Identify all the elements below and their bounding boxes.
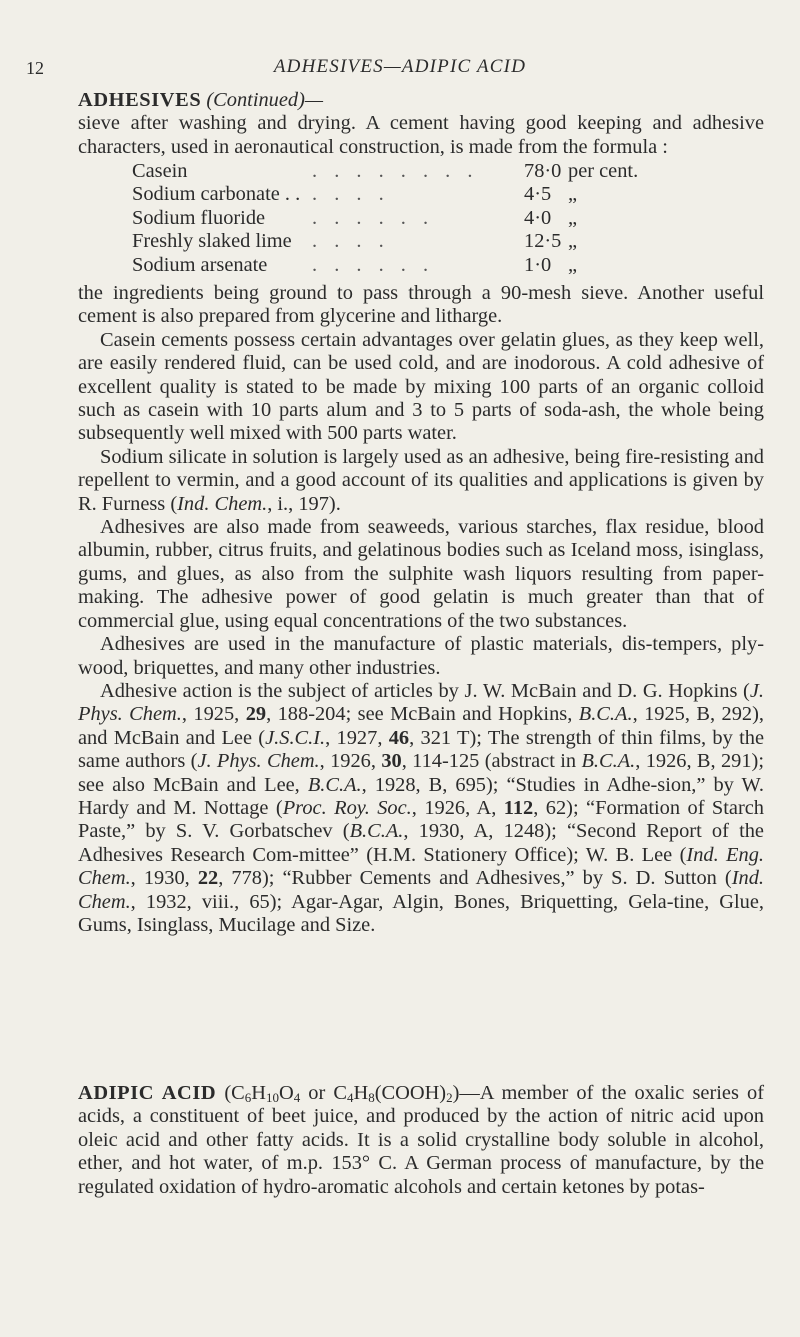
- reference-segment: B.C.A.: [581, 750, 636, 773]
- reference-segment: Proc. Roy. Soc.: [282, 796, 412, 819]
- reference-segment: , 1926,: [319, 750, 382, 773]
- page-number: 12: [26, 58, 44, 78]
- p3-text-c: , i., 197).: [267, 492, 341, 515]
- adipic-acid-entry: [78, 1082, 764, 1199]
- ingredient-percent: 78·0: [524, 160, 562, 182]
- formula-row: [132, 254, 692, 277]
- reference-segment: J.S.C.I.: [265, 726, 326, 749]
- reference-segment: 29: [245, 703, 267, 726]
- ingredient-name: Casein: [132, 160, 188, 182]
- intro-text: sieve after washing and drying. A cement having good keeping and adhesive characters, used in aeronautical construction, is made from the formula :: [78, 112, 764, 158]
- percent-unit: „: [568, 183, 578, 206]
- percent-unit: „: [568, 206, 578, 229]
- leader-dots: . . . . . .: [312, 206, 435, 229]
- reference-segment: , 1926, B, 291); see also McBain and Lee,: [78, 750, 765, 796]
- paragraph-references: [78, 680, 764, 937]
- reference-segment: , 1930,: [130, 867, 198, 890]
- adhesives-body: [78, 282, 764, 937]
- reference-segment: J. Phys. Chem.: [197, 750, 320, 773]
- ingredient-percent: 1·0: [524, 253, 552, 276]
- percent-unit: „: [568, 230, 578, 253]
- p3-citation: Ind. Chem.: [177, 492, 268, 515]
- reference-segment: , 188-204; see McBain and Hopkins,: [266, 703, 579, 726]
- ingredient-name: Freshly slaked lime: [132, 230, 292, 253]
- reference-segment: Adhesive action is the subject of articles by J. W. McBain and D. G. Hopkins (: [100, 679, 750, 702]
- formula-row: [132, 183, 692, 206]
- reference-segment: , 778); “Rubber Cements and Adhesives,” by S. D. Sutton (: [218, 867, 732, 890]
- formula-row: [132, 207, 692, 230]
- paragraph-casein: Casein cements possess certain advantages over gelatin glues, as they keep well, are easily rendered fluid, can be used cold, and are inodorous. A cold adhesive of excellent quality is stated to be made by mixing 100 parts of an organic colloid such as casein with 10 parts alum and 3 to 5 parts of soda-ash, the whole being subsequently well mixed with 500 parts water.: [78, 328, 764, 445]
- leader-dots: . . . .: [312, 183, 390, 206]
- p3-text-a: Sodium silicate in solution is largely used as an adhesive, being fire-resisting and repellent to vermin, and a good account of its qualities and applications is given by R. Furness (: [78, 445, 764, 515]
- reference-segment: 30: [381, 750, 402, 773]
- reference-segment: , 1932, viii., 65); Agar-Agar, Algin, Bones, Briquetting, Gela-tine, Glue, Gums, Isinglass, Mucilage and Size.: [78, 890, 764, 936]
- ingredient-name: Sodium carbonate . .: [132, 183, 301, 206]
- reference-segment: J. Phys. Chem.: [78, 679, 764, 726]
- continued-label: (Continued)—: [206, 89, 324, 111]
- ingredient-name: Sodium fluoride: [132, 206, 266, 229]
- reference-segment: 112: [503, 796, 534, 819]
- formula-row: [132, 160, 692, 183]
- reference-segment: , 62); “Formation of Starch Paste,” by S. V. Gorbatschev (: [78, 796, 765, 843]
- reference-segment: , 1927,: [325, 726, 389, 749]
- paragraph-sources: Adhesives are also made from seaweeds, various starches, flax residue, blood albumin, rubber, citrus fruits, and gelatinous bodies such as Iceland moss, isinglass, gums, and glues, as also from the sulphite wash liquors resulting from paper-making. The adhesive power of good gelatin is much greater than that of commercial glue, using equal concentrations of the two substances.: [78, 516, 764, 632]
- paragraph-sodium-silicate: [78, 446, 764, 516]
- reference-segment: , 114-125 (abstract in: [401, 750, 582, 773]
- reference-segment: Ind. Eng. Chem.: [78, 843, 764, 890]
- running-title: ADHESIVES—ADIPIC ACID: [273, 56, 527, 77]
- reference-segment: , 1925, B, 292), and McBain and Lee (: [78, 703, 764, 749]
- leader-dots: . . . .: [312, 230, 390, 253]
- percent-unit: per cent.: [568, 160, 639, 182]
- adipic-formula: ($C_6H_{10}O_4$ or $C_4H_8(COOH)_2)—$: [224, 1082, 480, 1105]
- reference-segment: B.C.A.: [349, 820, 404, 843]
- reference-segment: B.C.A.: [578, 703, 633, 726]
- entry-heading-adipic-acid: ADIPIC ACID: [78, 1082, 217, 1104]
- leader-dots: . . . . . . . .: [312, 160, 479, 182]
- adipic-description: A member of the oxalic series of acids, a constituent of beet juice, and produced by the action of nitric acid upon oleic acid and other fatty acids. It is a solid crystalline body soluble in alcohol, ether, and hot water, of m.p. 153° C. A German process of manufacture, by the regulated oxidation of hydro-aromatic alcohols and certain ketones by potas-: [78, 1082, 764, 1198]
- leader-dots: . . . . . .: [312, 253, 435, 276]
- adhesives-intro: [78, 89, 764, 159]
- paragraph-ingredients: the ingredients being ground to pass through a 90-mesh sieve. Another useful cement is also prepared from glycerine and litharge.: [78, 282, 764, 328]
- ingredient-name: Sodium arsenate: [132, 253, 268, 276]
- paragraph-uses: Adhesives are used in the manufacture of plastic materials, dis-tempers, ply-wood, briquettes, and many other industries.: [78, 633, 764, 679]
- reference-segment: , 1928, B, 695); “Studies in Adhe-sion,” by W. Hardy and M. Nottage (: [78, 773, 764, 819]
- ingredient-percent: 4·5: [524, 183, 552, 206]
- reference-segment: , 1925,: [181, 703, 246, 726]
- ingredient-percent: 12·5: [524, 230, 562, 253]
- entry-heading-adhesives: ADHESIVES: [78, 89, 202, 111]
- reference-segment: Ind. Chem.: [78, 867, 764, 913]
- reference-segment: , 1926, A,: [411, 796, 504, 819]
- reference-segment: B.C.A.: [307, 773, 362, 796]
- percent-unit: „: [568, 253, 578, 276]
- reference-segment: 22: [197, 867, 219, 890]
- ingredient-percent: 4·0: [524, 206, 552, 229]
- formula-table: [132, 160, 692, 277]
- reference-segment: , 1930, A, 1248); “Second Report of the Adhesives Research Com-mittee” (H.M. Stationery Office); W. B. Lee (: [78, 820, 764, 866]
- reference-segment: , 321 T); The strength of thin films, by the same authors (: [78, 726, 765, 773]
- formula-row: [132, 230, 692, 253]
- reference-segment: 46: [388, 726, 410, 749]
